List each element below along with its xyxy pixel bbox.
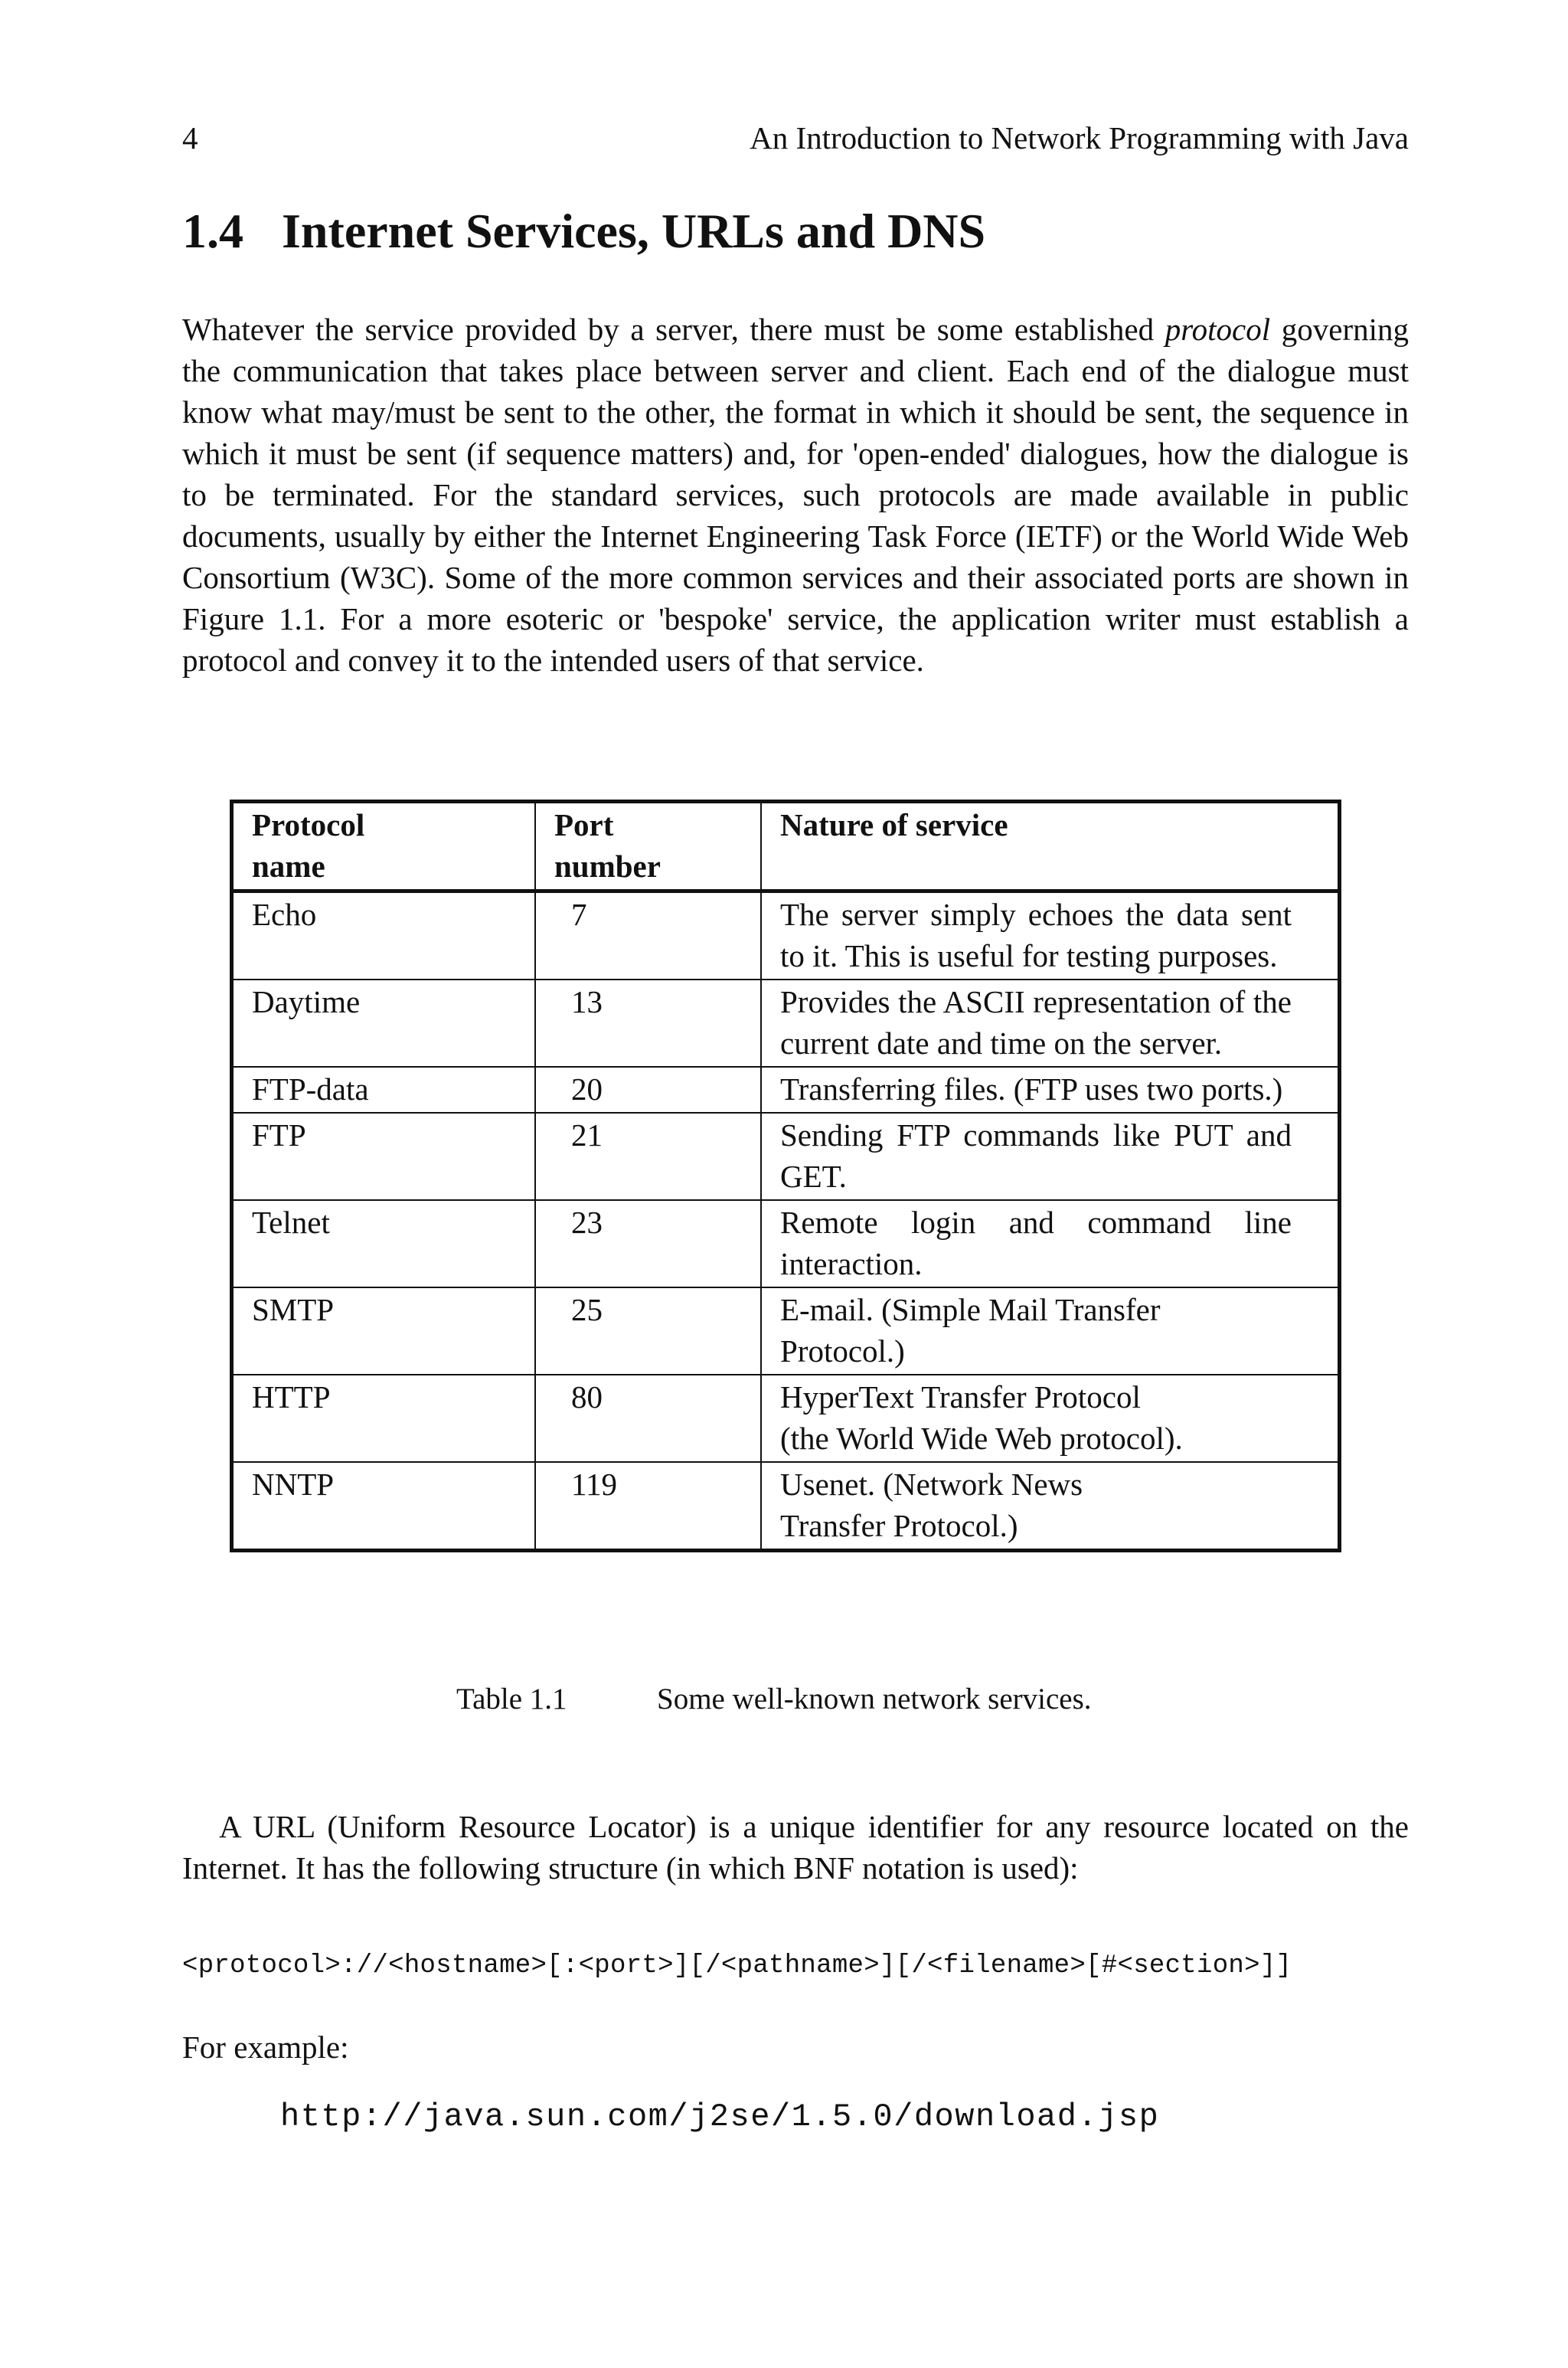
example-label: For example: bbox=[182, 2029, 349, 2065]
page-number: 4 bbox=[182, 120, 198, 155]
url-syntax: <protocol>://<hostname>[:<port>][/<pathname>][/<filename>[#<section>]] bbox=[182, 1951, 1292, 1980]
nature-line: Protocol.) bbox=[780, 1333, 905, 1369]
running-header bbox=[182, 115, 1409, 161]
table-row bbox=[232, 980, 1340, 1067]
protocol-cell: Telnet bbox=[232, 1200, 536, 1287]
table-row bbox=[232, 891, 1340, 980]
port-cell: 25 bbox=[535, 1287, 761, 1375]
port-cell: 13 bbox=[535, 980, 761, 1067]
nature-line: E-mail. (Simple Mail Transfer bbox=[780, 1292, 1161, 1327]
services-table bbox=[230, 800, 1341, 1552]
book-title: An Introduction to Network Programming with Java bbox=[750, 120, 1409, 155]
nature-line: HyperText Transfer Protocol bbox=[780, 1379, 1141, 1415]
table-header-row bbox=[232, 802, 1340, 891]
nature-cell: The server simply echoes the data sent to it. This is useful for testing purposes. bbox=[761, 891, 1340, 980]
port-cell: 80 bbox=[535, 1375, 761, 1462]
table-caption bbox=[456, 1679, 1092, 1720]
nature-cell bbox=[761, 1375, 1340, 1462]
nature-cell bbox=[761, 1462, 1340, 1551]
table-row bbox=[232, 1287, 1340, 1375]
protocol-cell: HTTP bbox=[232, 1375, 536, 1462]
table-row bbox=[232, 1200, 1340, 1287]
nature-cell: Provides the ASCII representation of the current date and time on the server. bbox=[761, 980, 1340, 1067]
header-protocol-name bbox=[232, 802, 536, 891]
nature-cell: Transferring files. (FTP uses two ports.) bbox=[761, 1067, 1340, 1113]
caption-text: Some well-known network services. bbox=[657, 1683, 1092, 1715]
table-row bbox=[232, 1375, 1340, 1462]
table-row bbox=[232, 1113, 1340, 1200]
port-cell: 20 bbox=[535, 1067, 761, 1113]
protocol-cell: NNTP bbox=[232, 1462, 536, 1551]
example-url: http://java.sun.com/j2se/1.5.0/download.jsp bbox=[280, 2098, 1160, 2135]
nature-cell: Remote login and command line interaction. bbox=[761, 1200, 1340, 1287]
protocol-emphasis: protocol bbox=[1165, 312, 1271, 347]
header-protocol-line1: Protocol bbox=[252, 807, 365, 842]
nature-cell: Sending FTP commands like PUT and GET. bbox=[761, 1113, 1340, 1200]
protocol-cell: FTP bbox=[232, 1113, 536, 1200]
nature-line: Usenet. (Network News bbox=[780, 1467, 1083, 1502]
header-nature-of-service: Nature of service bbox=[761, 802, 1340, 891]
table-row bbox=[232, 1067, 1340, 1113]
intro-paragraph bbox=[182, 309, 1409, 681]
header-port-line1: Port bbox=[554, 807, 614, 842]
nature-line: Transfer Protocol.) bbox=[780, 1508, 1018, 1543]
intro-text-start: Whatever the service provided by a server, there must be some established bbox=[182, 312, 1165, 347]
port-cell: 7 bbox=[535, 891, 761, 980]
section-number: 1.4 bbox=[182, 204, 243, 258]
header-port-line2: number bbox=[554, 849, 661, 884]
protocol-cell: FTP-data bbox=[232, 1067, 536, 1113]
port-cell: 119 bbox=[535, 1462, 761, 1551]
url-paragraph: A URL (Uniform Resource Locator) is a unique identifier for any resource located on the Internet. It has the following structure (in which BNF notation is used): bbox=[182, 1809, 1409, 1886]
header-port-number bbox=[535, 802, 761, 891]
intro-text-rest: governing the communication that takes place between server and client. Each end of the dialogue must know what may/must be sent to the other, the format in which it should be sent, the sequence in which it must be sent (if sequence matters) and, for 'open-ended' dialogues, how the dialogue is to be terminated. For the standard services, such protocols are made available in public documents, usually by either the Internet Engineering Task Force (IETF) or the World Wide Web Consortium (W3C). Some of the more common services and their associated ports are shown in Figure 1.1. For a more esoteric or 'bespoke' service, the application writer must establish a protocol and convey it to the intended users of that service. bbox=[182, 312, 1409, 678]
protocol-cell: SMTP bbox=[232, 1287, 536, 1375]
section-heading bbox=[182, 201, 985, 262]
header-protocol-line2: name bbox=[252, 849, 325, 884]
caption-label: Table 1.1 bbox=[456, 1683, 567, 1715]
port-cell: 23 bbox=[535, 1200, 761, 1287]
nature-cell bbox=[761, 1287, 1340, 1375]
protocol-cell: Echo bbox=[232, 891, 536, 980]
nature-line: (the World Wide Web protocol). bbox=[780, 1421, 1183, 1456]
port-cell: 21 bbox=[535, 1113, 761, 1200]
protocol-cell: Daytime bbox=[232, 980, 536, 1067]
table-row bbox=[232, 1462, 1340, 1551]
section-title: Internet Services, URLs and DNS bbox=[282, 204, 986, 258]
